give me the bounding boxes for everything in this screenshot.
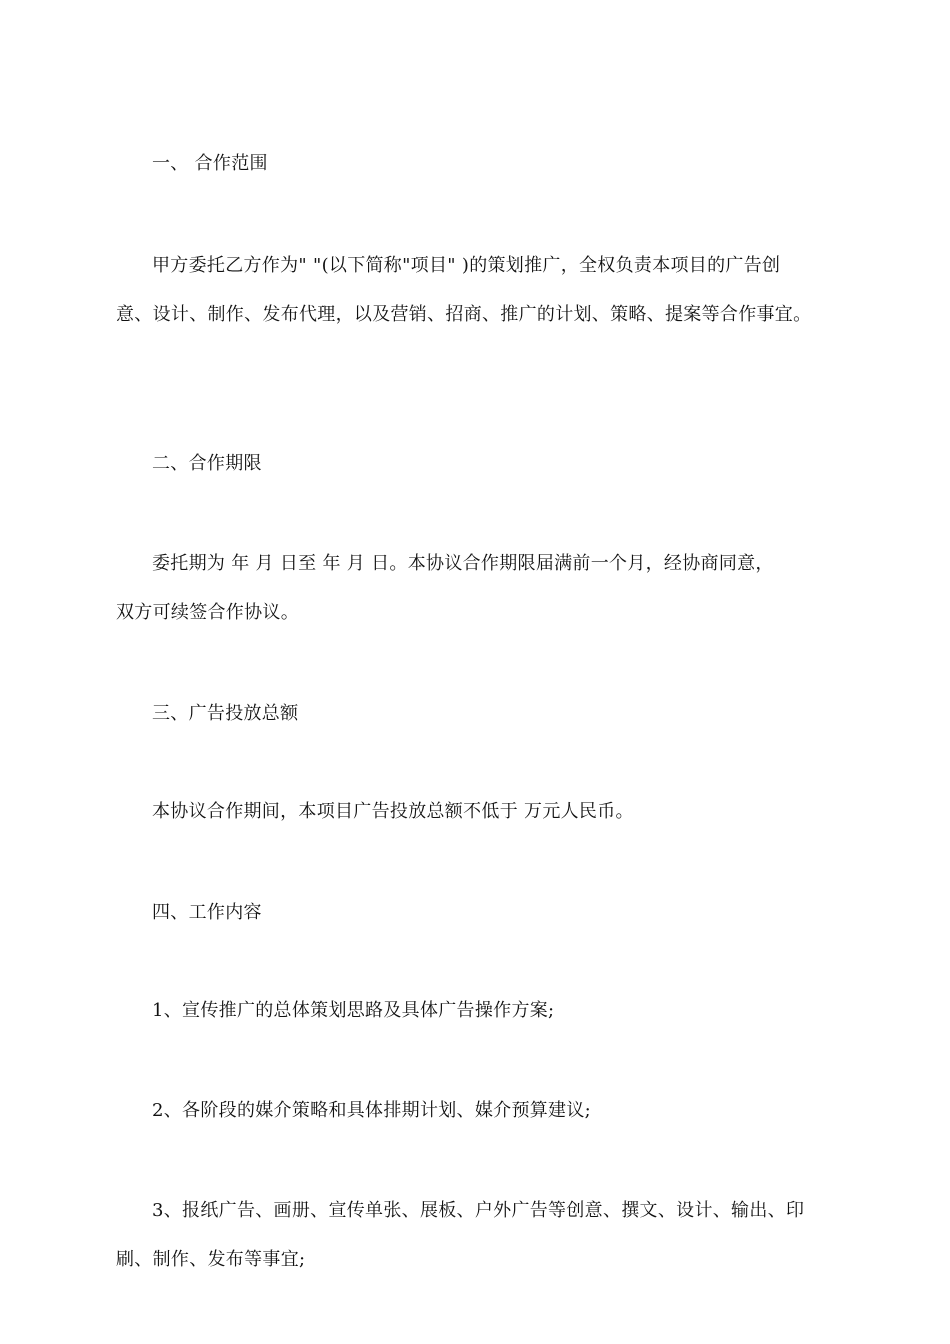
list-item: 1、宣传推广的总体策划思路及具体广告操作方案; (152, 1000, 555, 1021)
paragraph-line: 甲方委托乙方作为" "(以下简称"项目" )的策划推广，全权负责本项目的广告创 (152, 255, 781, 276)
paragraph-line: 双方可续签合作协议。 (116, 602, 299, 623)
paragraph-line: 本协议合作期间，本项目广告投放总额不低于 万元人民币。 (152, 801, 634, 822)
paragraph-line: 委托期为 年 月 日至 年 月 日。本协议合作期限届满前一个月，经协商同意， (152, 553, 774, 574)
section-heading-work-content: 四、工作内容 (152, 902, 262, 923)
list-item: 3、报纸广告、画册、宣传单张、展板、户外广告等创意、撰文、设计、输出、印 (152, 1200, 805, 1221)
section-heading-term: 二、合作期限 (152, 453, 262, 474)
paragraph-line: 意、设计、制作、发布代理，以及营销、招商、推广的计划、策略、提案等合作事宜。 (116, 304, 812, 325)
section-heading-ad-total: 三、广告投放总额 (152, 703, 299, 724)
list-item: 2、各阶段的媒介策略和具体排期计划、媒介预算建议; (152, 1100, 592, 1121)
section-heading-scope: 一、 合作范围 (152, 153, 268, 174)
list-item: 刷、制作、发布等事宜; (116, 1249, 306, 1270)
